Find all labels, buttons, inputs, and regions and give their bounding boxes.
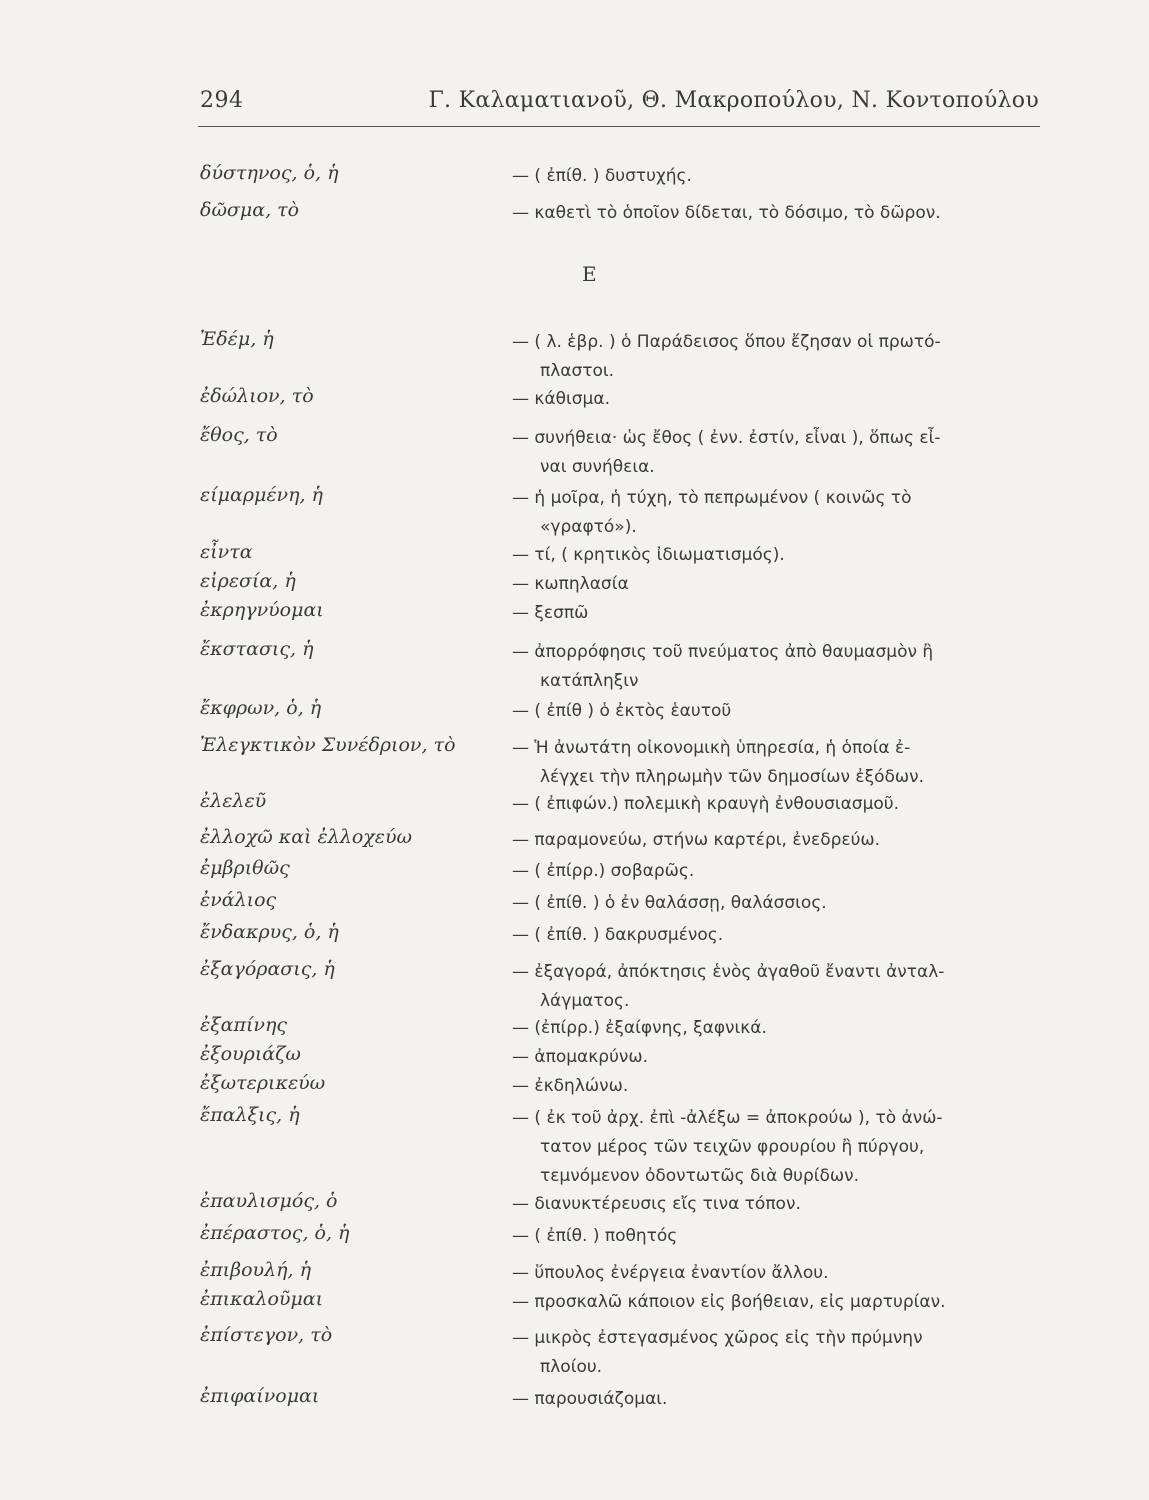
entry-definition: [512, 424, 1042, 482]
definition-line: — ἀπομακρύνω.: [512, 1047, 649, 1067]
definition-line: — προσκαλῶ κάποιον εἰς βοήθειαν, εἰς μαρτυρίαν.: [512, 1292, 946, 1312]
entry-term: ἔκστασις, ἡ: [200, 638, 314, 660]
header-rule: [198, 126, 1040, 127]
entry-term: ἐπέραστος, ὁ, ἡ: [200, 1222, 350, 1244]
definition-line: — ὕπουλος ἐνέργεια ἐναντίον ἄλλου.: [512, 1263, 829, 1283]
entry-definition: [512, 599, 1042, 628]
entry-definition: [512, 1072, 1042, 1101]
definition-line: — ( ἐπιφών.) πολεμικὴ κραυγὴ ἐνθουσιασμοῦ.: [512, 794, 900, 814]
entry-definition: [512, 1385, 1042, 1414]
definition-line: — ἀπορρόφησις τοῦ πνεύματος ἀπὸ θαυμασμὸν ἢ: [512, 642, 934, 662]
entry-definition: [512, 1222, 1042, 1251]
definition-line: — μικρὸς ἐστεγασμένος χῶρος εἰς τὴν πρύμνην: [512, 1328, 923, 1348]
definition-line: — ( ἐπίρρ.) σοβαρῶς.: [512, 861, 695, 881]
entry-term: ἔθος, τὸ: [200, 424, 278, 446]
entry-term: ἔπαλξις, ἡ: [200, 1104, 300, 1126]
definition-line: — ( ἐπίθ. ) δυστυχής.: [512, 166, 692, 186]
definition-line: — ἐξαγορά, ἀπόκτησις ἑνὸς ἀγαθοῦ ἔναντι ἀνταλ-: [512, 962, 945, 982]
definition-line: — ( ἐπίθ. ) ποθητός: [512, 1226, 678, 1246]
running-head: Γ. Καλαματιανοῦ, Θ. Μακροπούλου, Ν. Κοντοπούλου: [428, 88, 1039, 113]
entry-definition: [512, 697, 1042, 726]
entry-definition: [512, 638, 1042, 696]
entry-definition: [512, 328, 1042, 386]
entry-definition: [512, 1259, 1042, 1288]
entry-definition: [512, 790, 1042, 819]
definition-line: — ἡ μοῖρα, ἡ τύχη, τὸ πεπρωμένον ( κοινῶς τὸ: [512, 488, 912, 508]
definition-line: — παραμονεύω, στήνω καρτέρι, ἐνεδρεύω.: [512, 830, 881, 850]
entry-term: ἐπιφαίνομαι: [200, 1385, 320, 1407]
entry-definition: [512, 570, 1042, 599]
definition-line: — κάθισμα.: [512, 389, 610, 409]
definition-line: — παρουσιάζομαι.: [512, 1389, 668, 1409]
entry-term: ἐξαγόρασις, ἡ: [200, 958, 335, 980]
entry-definition: [512, 734, 1042, 792]
entry-term: ἐπικαλοῦμαι: [200, 1288, 324, 1310]
entry-term: εἰρεσία, ἡ: [200, 570, 296, 592]
definition-line: ναι συνήθεια.: [540, 457, 655, 477]
entry-term: ἐκρηγνύομαι: [200, 599, 324, 621]
definition-line: κατάπληξιν: [540, 671, 639, 691]
entry-definition: [512, 1104, 1042, 1191]
entry-definition: [512, 162, 1042, 191]
definition-line: — τί, ( κρητικὸς ἰδιωματισμός).: [512, 545, 785, 565]
entry-definition: [512, 1288, 1042, 1317]
entry-term: δῶσμα, τὸ: [200, 199, 300, 221]
definition-line: — (ἐπίρρ.) ἐξαίφνης, ξαφνικά.: [512, 1018, 767, 1038]
entry-term: ἔνδακρυς, ὁ, ἡ: [200, 921, 339, 943]
definition-line: πλοίου.: [540, 1357, 603, 1377]
entry-definition: [512, 385, 1042, 414]
entry-term: ἐδώλιον, τὸ: [200, 385, 314, 407]
entry-term: ἐπιβουλή, ἡ: [200, 1259, 311, 1281]
section-letter: Ε: [582, 262, 597, 286]
entry-definition: [512, 921, 1042, 950]
definition-line: — συνήθεια· ὡς ἔθος ( ἐνν. ἐστίν, εἶναι ), ὅπως εἶ-: [512, 428, 941, 448]
definition-line: «γραφτό»).: [540, 517, 637, 537]
definition-line: — ἐκδηλώνω.: [512, 1076, 629, 1096]
entry-term: ἐλελεῦ: [200, 790, 267, 812]
definition-line: — κωπηλασία: [512, 574, 629, 594]
definition-line: λάγματος.: [540, 991, 630, 1011]
definition-line: — διανυκτέρευσις εἴς τινα τόπον.: [512, 1194, 801, 1214]
entry-definition: [512, 1043, 1042, 1072]
definition-line: — ( ἐπίθ ) ὁ ἐκτὸς ἑαυτοῦ: [512, 701, 732, 721]
entry-term: ἐνάλιος: [200, 889, 277, 911]
definition-line: τεμνόμενον ὀδοντωτῶς διὰ θυρίδων.: [540, 1166, 860, 1186]
entry-term: ἐξωτερικεύω: [200, 1072, 326, 1094]
definition-line: — ( ἐπίθ. ) ὁ ἐν θαλάσσῃ, θαλάσσιος.: [512, 893, 827, 913]
entry-term: ἐπίστεγον, τὸ: [200, 1324, 333, 1346]
definition-line: — Ἡ ἀνωτάτη οἰκονομικὴ ὑπηρεσία, ἡ ὁποία ἐ-: [512, 738, 911, 758]
entry-term: Ἐδέμ, ἡ: [200, 328, 274, 350]
entry-term: εἶντα: [200, 541, 253, 563]
entry-definition: [512, 199, 1042, 228]
entry-term: Ἐλεγκτικὸν Συνέδριον, τὸ: [200, 734, 456, 756]
entry-definition: [512, 826, 1042, 855]
definition-line: λέγχει τὴν πληρωμὴν τῶν δημοσίων ἐξόδων.: [540, 767, 925, 787]
definition-line: πλαστοι.: [540, 361, 615, 381]
entry-term: δύστηνος, ὁ, ἡ: [200, 162, 339, 184]
entry-definition: [512, 889, 1042, 918]
definition-line: — ( ἐκ τοῦ ἀρχ. ἐπὶ -ἀλέξω = ἀποκρούω ), τὸ ἀνώ-: [512, 1108, 943, 1128]
entry-definition: [512, 1014, 1042, 1043]
entry-definition: [512, 857, 1042, 886]
entry-definition: [512, 958, 1042, 1016]
entry-term: ἐπαυλισμός, ὁ: [200, 1190, 338, 1212]
entry-term: ἐξουριάζω: [200, 1043, 301, 1065]
entry-definition: [512, 484, 1042, 542]
definition-line: — ξεσπῶ: [512, 603, 589, 623]
entry-definition: [512, 541, 1042, 570]
definition-line: — ( λ. ἑβρ. ) ὁ Παράδεισος ὅπου ἔζησαν οἱ πρωτό-: [512, 332, 941, 352]
entry-term: ἐμβριθῶς: [200, 857, 290, 879]
entry-definition: [512, 1324, 1042, 1382]
entry-definition: [512, 1190, 1042, 1219]
entry-term: ἐξαπίνης: [200, 1014, 288, 1036]
definition-line: τατον μέρος τῶν τειχῶν φρουρίου ἢ πύργου,: [540, 1137, 925, 1157]
page-number: 294: [200, 88, 244, 113]
entry-term: ἔκφρων, ὁ, ἡ: [200, 697, 322, 719]
definition-line: — ( ἐπίθ. ) δακρυσμένος.: [512, 925, 724, 945]
entry-term: ἐλλοχῶ καὶ ἐλλοχεύω: [200, 826, 413, 848]
entry-term: είμαρμένη, ἡ: [200, 484, 323, 506]
definition-line: — καθετὶ τὸ ὁποῖον δίδεται, τὸ δόσιμο, τὸ δῶρον.: [512, 203, 941, 223]
